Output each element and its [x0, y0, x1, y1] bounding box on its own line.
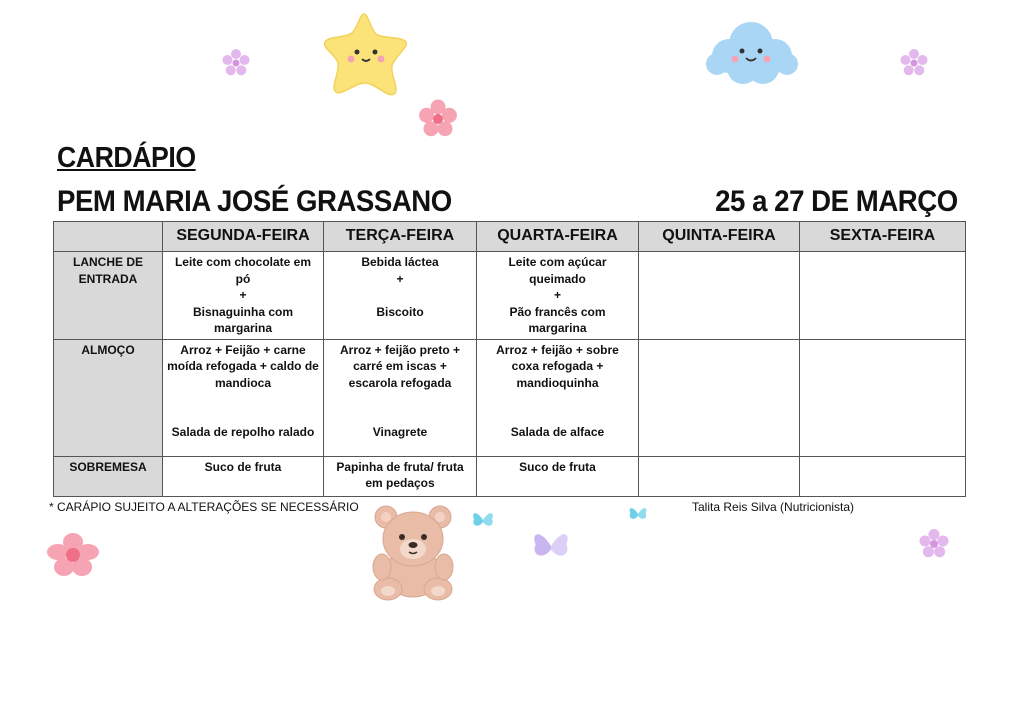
table-row-almoco — [54, 339, 966, 456]
meal-item: Salada de repolho ralado — [171, 425, 315, 439]
flower-icon — [897, 46, 931, 80]
meal-item: Biscoito — [376, 305, 424, 319]
cell-lanche-wednesday — [477, 252, 639, 340]
meal-item: Arroz + feijão preto + carré em iscas + escarola refogada — [339, 342, 461, 390]
flower-icon — [916, 526, 952, 562]
cell-sobremesa-wednesday: Suco de fruta — [477, 456, 639, 496]
flower-icon — [415, 96, 461, 142]
cell-sobremesa-tuesday: Papinha de fruta/ fruta em pedaços — [324, 456, 477, 496]
cell-almoco-wednesday — [477, 339, 639, 456]
spacer — [481, 391, 634, 424]
spacer — [328, 287, 472, 304]
cell-almoco-tuesday — [324, 339, 477, 456]
cell-lanche-monday — [163, 252, 324, 340]
date-range: 25 a 27 DE MARÇO — [715, 185, 958, 218]
cell-lanche-friday — [800, 252, 966, 340]
day-header-tuesday: TERÇA-FEIRA — [324, 222, 477, 252]
meal-item: Leite com chocolate em pó — [174, 255, 312, 286]
cloud-icon — [703, 16, 799, 88]
meal-item: Vinagrete — [372, 425, 428, 439]
table-header-row — [54, 222, 966, 252]
meal-item: Arroz + feijão + sobre coxa refogada + mandioquinha — [496, 342, 619, 390]
meal-item: Arroz + Feijão + carne moída refogada + caldo de mandioca — [167, 342, 319, 390]
table-row-sobremesa — [54, 456, 966, 496]
flower-icon — [219, 46, 253, 80]
plus-sign: + — [396, 271, 404, 286]
star-icon — [322, 10, 412, 98]
cell-lanche-thursday — [639, 252, 800, 340]
plus-sign: + — [239, 288, 247, 302]
school-name: PEM MARIA JOSÉ GRASSANO — [57, 185, 452, 218]
page-title: CARDÁPIO — [57, 142, 196, 174]
meal-item: Bisnaguinha com margarina — [192, 304, 293, 335]
plus-sign: + — [553, 288, 561, 302]
cell-almoco-friday — [800, 339, 966, 456]
cell-almoco-thursday — [639, 339, 800, 456]
cell-sobremesa-monday: Suco de fruta — [163, 456, 324, 496]
meal-item: Leite com açúcar queimado — [508, 255, 607, 286]
cell-almoco-monday — [163, 339, 324, 456]
flower-icon — [44, 531, 102, 579]
menu-table — [53, 221, 966, 497]
corner-cell — [54, 222, 163, 252]
butterfly-icon — [470, 507, 496, 533]
butterfly-icon — [626, 503, 650, 525]
row-label-sobremesa: SOBREMESA — [54, 456, 163, 496]
day-header-monday: SEGUNDA-FEIRA — [163, 222, 324, 252]
cell-lanche-tuesday — [324, 252, 477, 340]
row-label-almoco: ALMOÇO — [54, 339, 163, 456]
butterfly-icon — [527, 524, 575, 568]
day-header-thursday: QUINTA-FEIRA — [639, 222, 800, 252]
meal-item: Pão francês com margarina — [509, 304, 606, 335]
row-label-lanche: LANCHE DE ENTRADA — [54, 252, 163, 340]
cell-sobremesa-friday — [800, 456, 966, 496]
teddy-bear-icon — [366, 503, 460, 603]
day-header-friday: SEXTA-FEIRA — [800, 222, 966, 252]
meal-item: Bebida láctea — [361, 255, 439, 269]
table-row-lanche — [54, 252, 966, 340]
spacer — [167, 391, 319, 424]
spacer — [328, 391, 472, 424]
day-header-wednesday: QUARTA-FEIRA — [477, 222, 639, 252]
nutritionist-credit: Talita Reis Silva (Nutricionista) — [692, 500, 855, 514]
disclaimer-note: * CARÁPIO SUJEITO A ALTERAÇÕES SE NECESSÁRIO — [49, 500, 359, 514]
cell-sobremesa-thursday — [639, 456, 800, 496]
meal-item: Salada de alface — [510, 425, 605, 439]
